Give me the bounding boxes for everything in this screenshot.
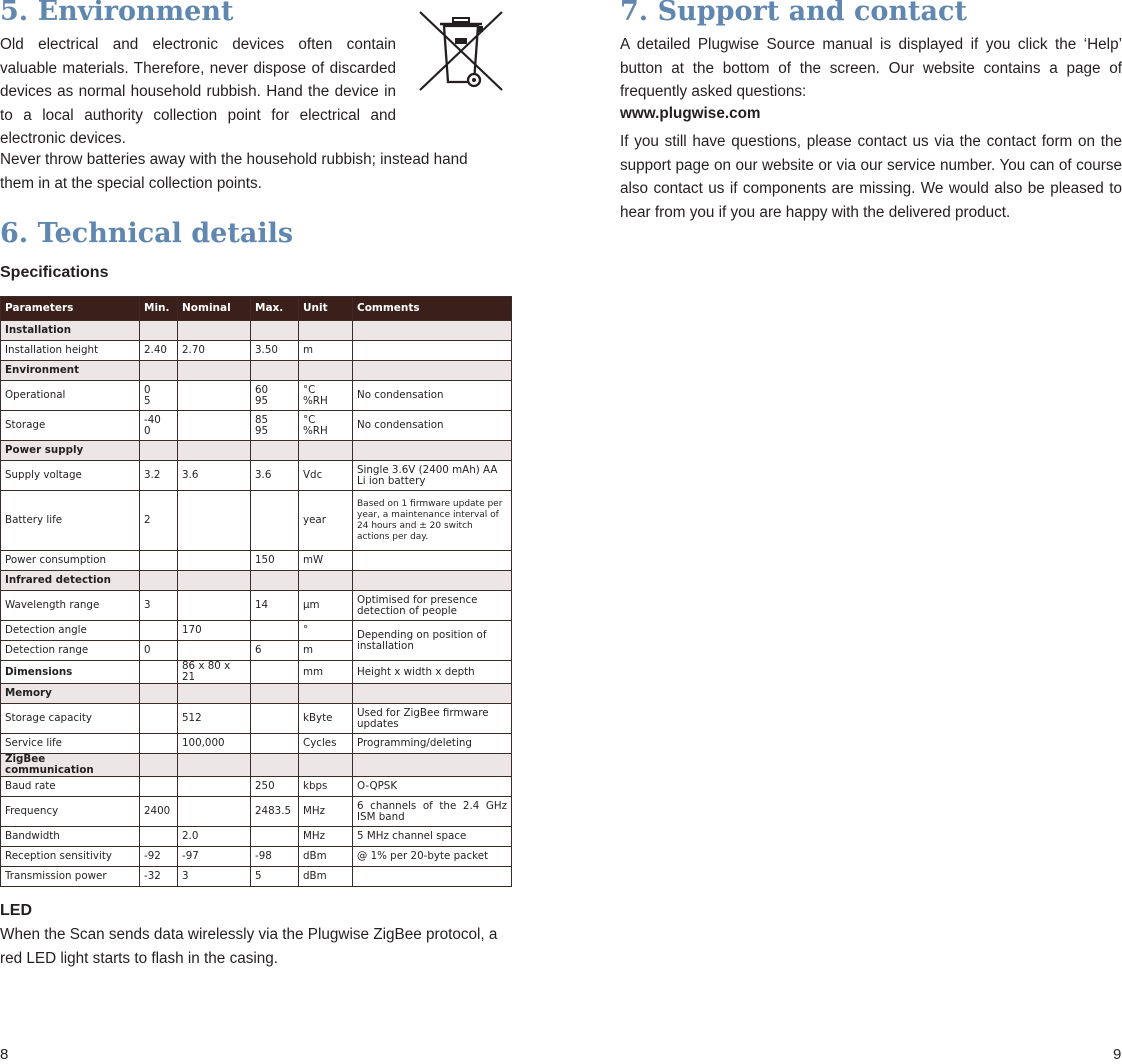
max-cell: 6 bbox=[251, 641, 299, 661]
param-cell: Transmission power bbox=[1, 867, 140, 887]
max-cell: 3.50 bbox=[251, 341, 299, 361]
table-row bbox=[1, 341, 512, 361]
min-cell: 2400 bbox=[140, 797, 178, 827]
section-row-installation bbox=[1, 321, 512, 341]
nominal-cell bbox=[178, 591, 251, 621]
support-paragraph-2: If you still have questions, please contact us via the contact form on the support page on our website or via our service number. You can of course also contact us if components are missing. We would also be pleased to hear from you if you are happy with the delivered product. bbox=[620, 133, 1122, 221]
unit-cell: °C %RH bbox=[299, 381, 353, 411]
max-cell: 60 95 bbox=[251, 381, 299, 411]
max-cell: 250 bbox=[251, 777, 299, 797]
min-cell: 0 5 bbox=[140, 381, 178, 411]
max-cell: 14 bbox=[251, 591, 299, 621]
max-cell bbox=[251, 734, 299, 754]
unit-cell: m bbox=[299, 341, 353, 361]
nominal-cell: 512 bbox=[178, 704, 251, 734]
table-row bbox=[1, 591, 512, 621]
unit-cell: mm bbox=[299, 661, 353, 684]
nominal-cell: -97 bbox=[178, 847, 251, 867]
col-header: Max. bbox=[251, 297, 299, 321]
min-cell bbox=[140, 777, 178, 797]
max-cell bbox=[251, 491, 299, 551]
unit-cell: dBm bbox=[299, 847, 353, 867]
min-cell: -32 bbox=[140, 867, 178, 887]
unit-cell: Vdc bbox=[299, 461, 353, 491]
environment-paragraph-2: Never throw batteries away with the household rubbish; instead hand them in at the special collection points. bbox=[0, 151, 468, 192]
nominal-cell: 2.0 bbox=[178, 827, 251, 847]
col-header: Min. bbox=[140, 297, 178, 321]
unit-cell: year bbox=[299, 491, 353, 551]
unit-cell: ° bbox=[299, 621, 353, 641]
table-row bbox=[1, 411, 512, 441]
param-cell: Storage capacity bbox=[1, 704, 140, 734]
max-cell bbox=[251, 827, 299, 847]
min-cell: 3 bbox=[140, 591, 178, 621]
page-number-left: 8 bbox=[0, 1046, 9, 1063]
col-header: Nominal bbox=[178, 297, 251, 321]
unit-cell: kByte bbox=[299, 704, 353, 734]
param-cell: Dimensions bbox=[1, 661, 140, 684]
min-cell: 0 bbox=[140, 641, 178, 661]
param-cell: Reception sensitivity bbox=[1, 847, 140, 867]
section-row-memory bbox=[1, 684, 512, 704]
comment-cell: No condensation bbox=[353, 411, 512, 441]
table-row bbox=[1, 461, 512, 491]
comment-cell: Based on 1 firmware update per year, a maintenance interval of 24 hours and ± 20 switch actions per day. bbox=[353, 491, 512, 551]
comment-cell: @ 1% per 20-byte packet bbox=[353, 847, 512, 867]
table-row bbox=[1, 491, 512, 551]
nominal-cell: 3 bbox=[178, 867, 251, 887]
section-row-environment bbox=[1, 361, 512, 381]
min-cell: -92 bbox=[140, 847, 178, 867]
unit-cell: mW bbox=[299, 551, 353, 571]
table-row bbox=[1, 734, 512, 754]
environment-paragraph-1: Old electrical and electronic devices often contain valuable materials. Therefore, never dispose of discarded devices as normal household rubbish. Hand the device in to a local authority collection point for electrical and electronic devices. bbox=[0, 36, 396, 147]
param-cell: Bandwidth bbox=[1, 827, 140, 847]
nominal-cell bbox=[178, 381, 251, 411]
section-row-infrared bbox=[1, 571, 512, 591]
param-cell: Service life bbox=[1, 734, 140, 754]
param-cell: Storage bbox=[1, 411, 140, 441]
nominal-cell: 2.70 bbox=[178, 341, 251, 361]
section-label: Memory bbox=[1, 684, 140, 704]
nominal-cell bbox=[178, 641, 251, 661]
col-header: Comments bbox=[353, 297, 512, 321]
comment-cell: O-QPSK bbox=[353, 777, 512, 797]
support-paragraph-1: A detailed Plugwise Source manual is displayed if you click the ‘Help’ button at the bottom of the screen. Our website contains a page of frequently asked questions: bbox=[620, 36, 1122, 100]
support-heading: 7. Support and contact bbox=[620, 0, 967, 27]
nominal-cell: 100,000 bbox=[178, 734, 251, 754]
environment-heading: 5. Environment bbox=[0, 0, 234, 27]
section-label: Installation bbox=[1, 321, 140, 341]
table-header-row bbox=[1, 297, 512, 321]
section-label: Power supply bbox=[1, 441, 140, 461]
unit-cell: Cycles bbox=[299, 734, 353, 754]
section-row-zigbee bbox=[1, 754, 512, 777]
led-title: LED bbox=[0, 902, 32, 919]
param-cell: Power consumption bbox=[1, 551, 140, 571]
max-cell: 5 bbox=[251, 867, 299, 887]
section-label: ZigBee communication bbox=[1, 754, 140, 777]
param-cell: Battery life bbox=[1, 491, 140, 551]
min-cell bbox=[140, 734, 178, 754]
min-cell bbox=[140, 704, 178, 734]
nominal-cell bbox=[178, 411, 251, 441]
table-row bbox=[1, 797, 512, 827]
section-label: Environment bbox=[1, 361, 140, 381]
comment-cell: Single 3.6V (2400 mAh) AA Li ion battery bbox=[353, 461, 512, 491]
param-cell: Operational bbox=[1, 381, 140, 411]
max-cell: -98 bbox=[251, 847, 299, 867]
min-cell bbox=[140, 551, 178, 571]
max-cell bbox=[251, 621, 299, 641]
specifications-title: Specifications bbox=[0, 264, 109, 281]
max-cell: 150 bbox=[251, 551, 299, 571]
comment-cell: 5 MHz channel space bbox=[353, 827, 512, 847]
nominal-cell: 86 x 80 x 21 bbox=[178, 661, 251, 684]
param-cell: Frequency bbox=[1, 797, 140, 827]
nominal-cell: 3.6 bbox=[178, 461, 251, 491]
nominal-cell bbox=[178, 491, 251, 551]
unit-cell: kbps bbox=[299, 777, 353, 797]
nominal-cell bbox=[178, 551, 251, 571]
comment-cell: Depending on position of installation bbox=[353, 621, 512, 661]
min-cell: 2 bbox=[140, 491, 178, 551]
comment-cell: Used for ZigBee firmware updates bbox=[353, 704, 512, 734]
col-header: Parameters bbox=[1, 297, 140, 321]
param-cell: Installation height bbox=[1, 341, 140, 361]
nominal-cell: 170 bbox=[178, 621, 251, 641]
unit-cell: °C %RH bbox=[299, 411, 353, 441]
section-row-power-supply bbox=[1, 441, 512, 461]
max-cell: 3.6 bbox=[251, 461, 299, 491]
nominal-cell bbox=[178, 797, 251, 827]
col-header: Unit bbox=[299, 297, 353, 321]
comment-cell: No condensation bbox=[353, 381, 512, 411]
max-cell: 85 95 bbox=[251, 411, 299, 441]
page-number-right: 9 bbox=[1113, 1046, 1122, 1063]
unit-cell: MHz bbox=[299, 797, 353, 827]
unit-cell: m bbox=[299, 641, 353, 661]
comment-cell bbox=[353, 551, 512, 571]
min-cell: 3.2 bbox=[140, 461, 178, 491]
table-row bbox=[1, 551, 512, 571]
table-row bbox=[1, 661, 512, 684]
unit-cell: MHz bbox=[299, 827, 353, 847]
table-row bbox=[1, 381, 512, 411]
comment-cell: Optimised for presence detection of people bbox=[353, 591, 512, 621]
crossed-out-wheelie-bin-icon bbox=[418, 10, 504, 92]
nominal-cell bbox=[178, 777, 251, 797]
website-link[interactable]: www.plugwise.com bbox=[620, 105, 761, 122]
table-row bbox=[1, 621, 512, 641]
comment-cell: 6 channels of the 2.4 GHz ISM band bbox=[353, 797, 512, 827]
specifications-table bbox=[0, 296, 512, 887]
table-row bbox=[1, 867, 512, 887]
min-cell: 2.40 bbox=[140, 341, 178, 361]
section-label: Infrared detection bbox=[1, 571, 140, 591]
table-row bbox=[1, 847, 512, 867]
param-cell: Detection angle bbox=[1, 621, 140, 641]
param-cell: Detection range bbox=[1, 641, 140, 661]
comment-cell: Programming/deleting bbox=[353, 734, 512, 754]
table-row bbox=[1, 704, 512, 734]
unit-cell: dBm bbox=[299, 867, 353, 887]
table-row bbox=[1, 827, 512, 847]
min-cell bbox=[140, 827, 178, 847]
min-cell bbox=[140, 661, 178, 684]
comment-cell bbox=[353, 867, 512, 887]
max-cell bbox=[251, 661, 299, 684]
param-cell: Wavelength range bbox=[1, 591, 140, 621]
comment-cell: Height x width x depth bbox=[353, 661, 512, 684]
technical-details-heading: 6. Technical details bbox=[0, 218, 294, 249]
min-cell bbox=[140, 621, 178, 641]
max-cell: 2483.5 bbox=[251, 797, 299, 827]
min-cell: -40 0 bbox=[140, 411, 178, 441]
table-row bbox=[1, 777, 512, 797]
comment-cell bbox=[353, 341, 512, 361]
param-cell: Baud rate bbox=[1, 777, 140, 797]
led-paragraph: When the Scan sends data wirelessly via the Plugwise ZigBee protocol, a red LED light starts to flash in the casing. bbox=[0, 926, 498, 967]
unit-cell: µm bbox=[299, 591, 353, 621]
max-cell bbox=[251, 704, 299, 734]
param-cell: Supply voltage bbox=[1, 461, 140, 491]
